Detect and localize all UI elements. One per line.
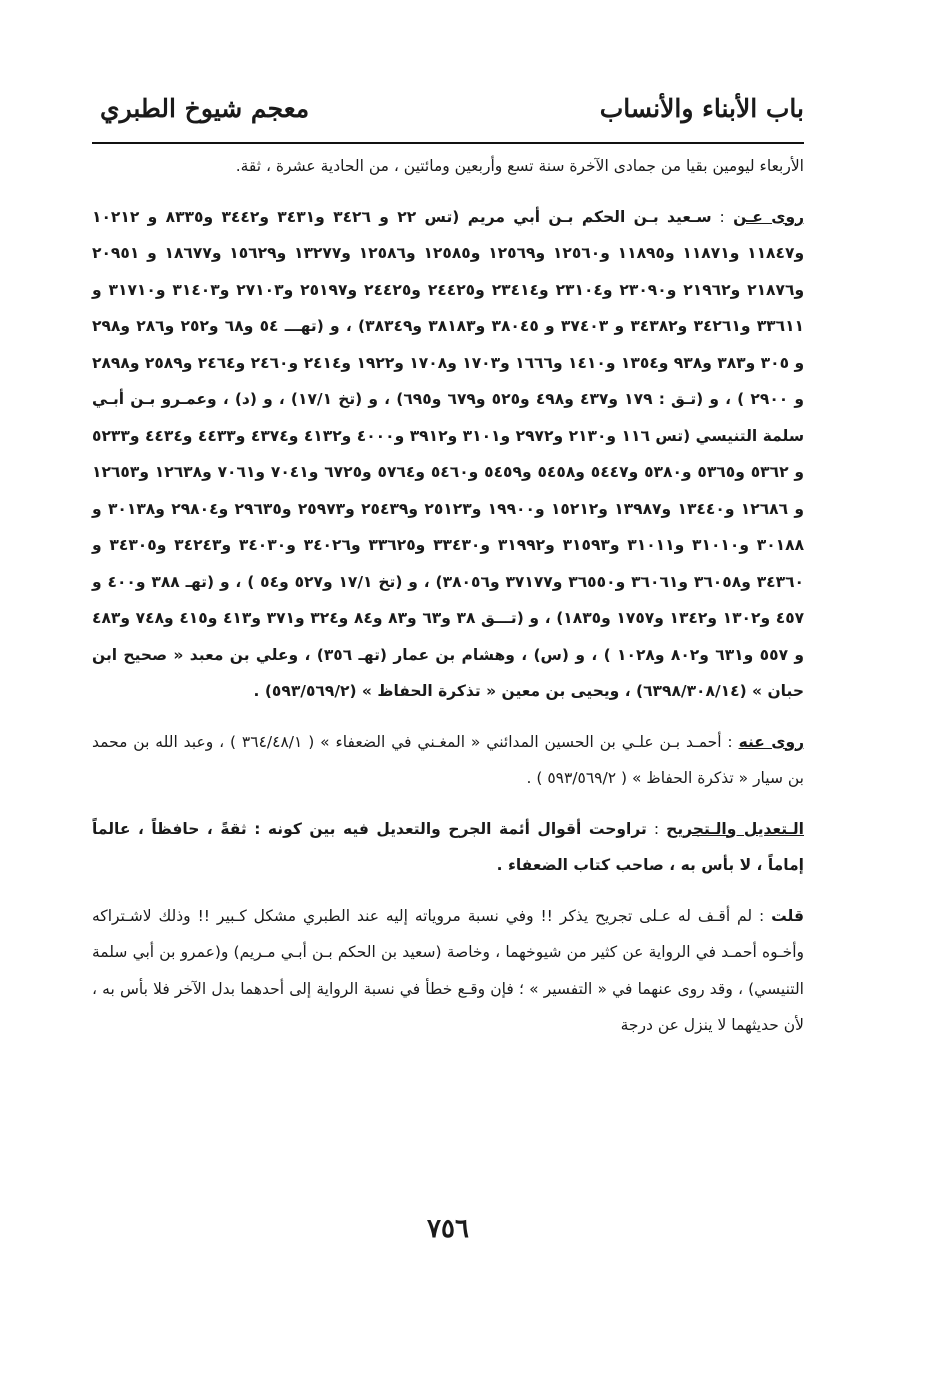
teacher-name-1: سـعيد بـن الحكم بـن أبي مريم (467, 207, 712, 226)
references-1: (تس ٢٢ و ٣٤٢٦ و٣٤٣١ و٣٤٤٢ و٨٣٣٥ و ١٠٢١٢ و١١٨٤٧ و١١٨٧١ و١١٨٩٥ و١٢٥٦٠ و١٢٥٦٩ و١٢٥٨٥ و١٢٥٨٦ و١٣٢٧٧ و١٥٦٢٩ و١٨٦٧٧ و ٢٠٩٥١ و٢١٨٧٦ و٢١٩٦٢ و٢٣٠٩٠ و٢٣١٠٤ و٢٣٤١٤ و٢٤٤٢٥ و٢٤٤٢٥ و٢٥١٩٧ و٢٧١٠٣ و٣١٤٠٣ و٣١٧١٠ و ٣٣٦١١ و٣٤٢٦١ و٣٤٣٨٢ و ٣٧٤٠٣ و ٣٨٠٤٥ و٣٨١٨٣ و٣٨٣٤٩) ، و (تهـــ ٥٤ و٦٨ و٢٥٢ و٢٨٦ و٢٩٨ و ٣٠٥ و٣٨٣ و٩٣٨ و١٣٥٤ و١٤١٠ و١٦٦٦ و١٧٠٣ و١٧٠٨ و١٩٢٢ و٢٤١٤ و٢٤٦٠ و٢٤٦٤ و٢٥٨٩ و٢٨٩٨ و ٢٩٠٠ ) ، و (تـق : ١٧٩ و٤٣٧ و٤٩٨ و٥٢٥ و٦٧٩ و٦٩٥) ، و (تخ ١٧/١) ، و (د) ، (92, 207, 805, 408)
note-label: قلت (771, 906, 804, 925)
chapter-title: باب الأبناء والأنساب (599, 94, 804, 123)
paragraph-evaluation: الـتعديل والـتجريح : تراوحت أقوال أئمة الجرح والتعديل فيه بين كونه : ثقةً ، حافظاً ، عالماً إماماً ، لا بأس به ، صاحب كتاب الضعفاء . (92, 819, 804, 874)
narrated-from-label: روى عـن (733, 207, 805, 226)
book-title: معجم شيوخ الطبري (100, 94, 310, 123)
book-page (92, 0, 804, 1373)
evaluation-text: تراوحت أقوال أئمة الجرح والتعديل فيه بين كونه : ثقةً ، حافظاً ، عالماً إماماً ، لا بأس به ، صاحب كتاب الضعفاء . (92, 819, 804, 874)
narrated-by-label: روى عنه (738, 732, 804, 751)
page-number: ٧٥٦ (427, 1214, 469, 1244)
paragraph-continuation (92, 148, 804, 185)
paragraph-narrated-by: روى عنه : أحمـد بـن علـي بن الحسين المدائني « المغـني في الضعفاء » ( ٣٦٤/٤٨/١ ) ، وعبد الله بن محمد بن سيار « تذكرة الحفاظ » ( ٥٩٣/٥٦٩/٢ ) . (92, 732, 804, 787)
evaluation-label: الـتعديل والـتجريح (666, 819, 804, 838)
paragraph-note: قلت : لم أقـف له عـلى تجريح يذكر !! وفي نسبة مروياته إليه عند الطبري مشكل كـبير !! وذلك لاشـتراكه وأخـوه أحمـد في الرواية عن كثير من شيوخهما ، وخاصة (سعيد بن الحكم بـن أبـي مـريم) و(عمرو بن أبي سلمة التنيسي) ، وقد روى عنهما في « التفسير » ؛ فإن وقـع خطأ في نسبة الرواية إلى أحدهما بدل الآخر فلا بأس به ، لأن حديثهما لا ينزل عن درجة (92, 906, 804, 1034)
narrated-by-text: أحمـد بـن علـي بن الحسين المدائني « المغـني في الضعفاء » ( ٣٦٤/٤٨/١ ) ، وعبد الله بن محمد بن سيار « تذكرة الحفاظ » ( ٥٩٣/٥٦٩/٢ ) . (92, 732, 804, 787)
continuation-text: الأربعاء ليومين بقيا من جمادى الآخرة سنة تسع وأربعين ومائتين ، من الحادية عشرة ، ثقة. (235, 157, 804, 175)
teacher-name-2: وعمـرو بـن أبـي سلمة التنيسي (92, 390, 805, 445)
references-2: (تس ١١٦ و٢١٣٠ و٢٩٧٢ و٣١٠١ و٣٩١٢ و٤٠٠٠ و٤١٣٢ و٤٣٧٤ و٤٤٣٣ و٤٤٣٤ و٥٢٣٣ و ٥٣٦٢ و٥٣٦٥ و٥٣٨٠ و٥٤٤٧ و٥٤٥٨ و٥٤٥٩ و٥٤٦٠ و٥٧٦٤ و٦٧٢٥ و٧٠٤١ و٧٠٦١ و١٢٦٣٨ و١٢٦٥٣ و ١٢٦٨٦ و١٣٤٤٠ و١٣٩٨٧ و١٥٢١٢ و١٩٩٠٠ و٢٥١٢٣ و٢٥٤٣٩ و٢٥٩٧٣ و٢٩٦٣٥ و٢٩٨٠٤ و٣٠١٣٨ و ٣٠١٨٨ و٣١٠١٠ و٣١٠١١ و٣١٥٩٣ و٣١٩٩٢ و٣٣٤٣٠ و٣٣٦٢٥ و٣٤٠٢٦ و٣٤٠٣٠ و٣٤٢٤٣ و٣٤٣٠٥ و ٣٤٣٦٠ و٣٦٠٥٨ و٣٦٠٦١ و٣٦٥٥٠ و٣٧١٧٧ و٣٨٠٥٦) ، و (تخ ١٧/١ و٥٢٧ و٥٤ ) ، و (تهـ ٣٨٨ و٤٠٠ و ٤٥٧ و١٣٠٢ و١٣٤٢ و١٧٥٧ و١٨٣٥) ، و (تـــق ٣٨ و٦٣ و٨٣ و٨٤ و٣٢٤ و٣٧١ و٤١٣ و٤١٥ و٧٤٨ و٤٨٣ و ٥٥٧ و٦٣١ و٨٠٢ و١٠٢٨ ) ، و (س) ، وهشام بن عمار (تهـ ٣٥٦) ، وعلي بن معبد « صحيح ابن حبان » (٦٣٩٨/٣٠٨/١٤) ، ويحيى بن معين « تذكرة الحفاظ » (٥٩٣/٥٦٩/٢) . (92, 426, 805, 700)
running-header (92, 94, 804, 144)
header-rule (92, 142, 804, 144)
note-text: لم أقـف له عـلى تجريح يذكر !! وفي نسبة مروياته إليه عند الطبري مشكل كـبير !! وذلك لاشـتراكه وأخـوه أحمـد في الرواية عن كثير من شيوخهما ، وخاصة (سعيد بن الحكم بـن أبـي مـريم) و(عمرو بن أبي سلمة التنيسي) ، وقد روى عنهما في « التفسير » ؛ فإن وقـع خطأ في نسبة الرواية إلى أحدهما بدل الآخر فلا بأس به ، لأن حديثهما لا ينزل عن درجة (92, 906, 804, 1034)
paragraph-narrated-from: روى عـن : سـعيد بـن الحكم بـن أبي مريم (تس ٢٢ و ٣٤٢٦ و٣٤٣١ و٣٤٤٢ و٨٣٣٥ و ١٠٢١٢ و١١٨٤٧ و١١٨٧١ و١١٨٩٥ و١٢٥٦٠ و١٢٥٦٩ و١٢٥٨٥ و١٢٥٨٦ و١٣٢٧٧ و١٥٦٢٩ و١٨٦٧٧ و ٢٠٩٥١ و٢١٨٧٦ و٢١٩٦٢ و٢٣٠٩٠ و٢٣١٠٤ و٢٣٤١٤ و٢٤٤٢٥ و٢٤٤٢٥ و٢٥١٩٧ و٢٧١٠٣ و٣١٤٠٣ و٣١٧١٠ و ٣٣٦١١ و٣٤٢٦١ و٣٤٣٨٢ و ٣٧٤٠٣ و ٣٨٠٤٥ و٣٨١٨٣ و٣٨٣٤٩) ، و (تهـــ ٥٤ و٦٨ و٢٥٢ و٢٨٦ و٢٩٨ و ٣٠٥ و٣٨٣ و٩٣٨ و١٣٥٤ و١٤١٠ و١٦٦٦ و١٧٠٣ و١٧٠٨ و١٩٢٢ و٢٤١٤ و٢٤٦٠ و٢٤٦٤ و٢٥٨٩ و٢٨٩٨ و ٢٩٠٠ ) ، و (تـق : ١٧٩ و٤٣٧ و٤٩٨ و٥٢٥ و٦٧٩ و٦٩٥) ، و (تخ ١٧/١) ، و (د) ، وعمـرو بـن أبـي سلمة التنيسي (تس ١١٦ و٢١٣٠ و٢٩٧٢ و٣١٠١ و٣٩١٢ و٤٠٠٠ و٤١٣٢ و٤٣٧٤ و٤٤٣٣ و٤٤٣٤ و٥٢٣٣ و ٥٣٦٢ و٥٣٦٥ و٥٣٨٠ و٥٤٤٧ و٥٤٥٨ و٥٤٥٩ و٥٤٦٠ و٥٧٦٤ و٦٧٢٥ و٧٠٤١ و٧٠٦١ و١٢٦٣٨ و١٢٦٥٣ و ١٢٦٨٦ و١٣٤٤٠ و١٣٩٨٧ و١٥٢١٢ و١٩٩٠٠ و٢٥١٢٣ و٢٥٤٣٩ و٢٥٩٧٣ و٢٩٦٣٥ و٢٩٨٠٤ و٣٠١٣٨ و ٣٠١٨٨ و٣١٠١٠ و٣١٠١١ و٣١٥٩٣ و٣١٩٩٢ و٣٣٤٣٠ و٣٣٦٢٥ و٣٤٠٢٦ و٣٤٠٣٠ و٣٤٢٤٣ و٣٤٣٠٥ و ٣٤٣٦٠ و٣٦٠٥٨ و٣٦٠٦١ و٣٦٥٥٠ و٣٧١٧٧ و٣٨٠٥٦) ، و (تخ ١٧/١ و٥٢٧ و٥٤ ) ، و (تهـ ٣٨٨ و٤٠٠ و ٤٥٧ و١٣٠٢ و١٣٤٢ و١٧٥٧ و١٨٣٥) ، و (تـــق ٣٨ و٦٣ و٨٣ و٨٤ و٣٢٤ و٣٧١ و٤١٣ و٤١٥ و٧٤٨ و٤٨٣ و ٥٥٧ و٦٣١ و٨٠٢ و١٠٢٨ ) ، و (س) ، وهشام بن عمار (تهـ ٣٥٦) ، وعلي بن معبد « صحيح ابن حبان » (٦٣٩٨/٣٠٨/١٤) ، ويحيى بن معين « تذكرة الحفاظ » (٥٩٣/٥٦٩/٢) . (92, 207, 805, 700)
page-body (92, 148, 804, 1044)
